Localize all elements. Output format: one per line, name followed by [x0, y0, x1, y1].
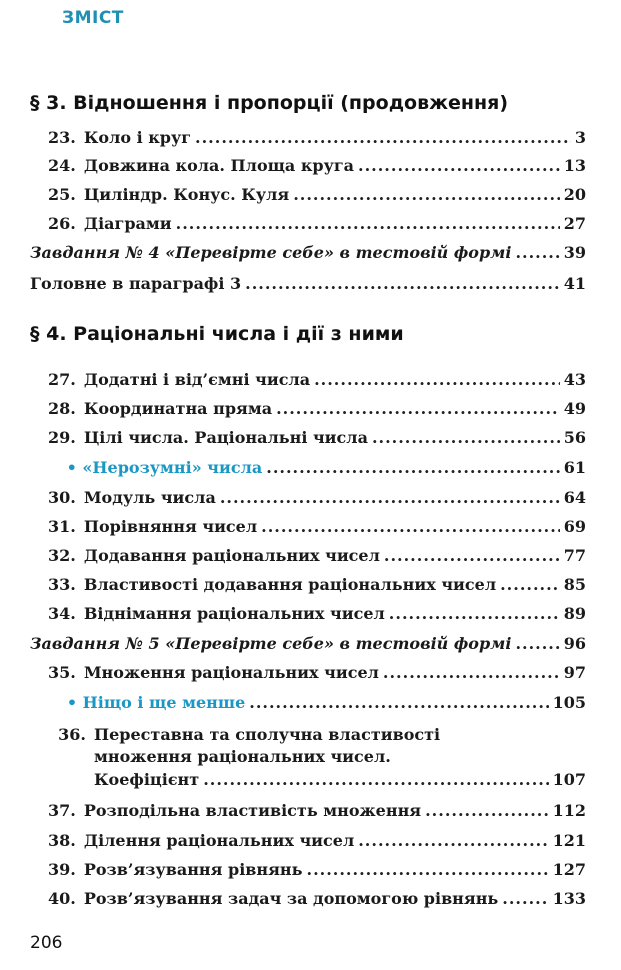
toc-entry-32[interactable] — [48, 544, 586, 568]
toc-entry-40[interactable] — [48, 887, 586, 911]
entry-page: 77 — [563, 546, 586, 565]
entry-title: Координатна пряма — [83, 399, 273, 418]
entry-number: 39. — [48, 860, 76, 879]
entry-page: 49 — [563, 399, 586, 418]
entry-page: 127 — [552, 860, 586, 879]
toc-entry-33[interactable] — [48, 573, 586, 597]
dot-leader — [358, 829, 548, 853]
toc-task-5[interactable] — [30, 632, 586, 656]
dot-leader — [220, 486, 560, 510]
entry-page: 107 — [552, 770, 586, 789]
section-4-title: § 4. Раціональні числа і дії з ними — [30, 323, 404, 345]
dot-leader — [203, 768, 548, 792]
entry-title: Модуль числа — [83, 488, 216, 507]
dot-leader — [314, 368, 560, 392]
toc-entry-35[interactable] — [48, 661, 586, 685]
dot-leader — [383, 661, 560, 685]
entry-page: 41 — [563, 274, 586, 293]
entry-number: 25. — [48, 185, 76, 204]
dot-leader — [276, 397, 560, 421]
entry-title-line-2: множення раціональних чисел. — [94, 747, 391, 766]
entry-page: 105 — [552, 693, 586, 712]
entry-number: 32. — [48, 546, 76, 565]
toc-summary-3[interactable] — [30, 272, 586, 296]
entry-title: Розв’язування задач за допомогою рівнянь — [83, 889, 499, 908]
entry-page: 56 — [563, 428, 586, 447]
entry-number: 30. — [48, 488, 76, 507]
page-number: 206 — [30, 933, 63, 953]
dot-leader — [358, 154, 560, 178]
entry-page: 89 — [563, 604, 586, 623]
entry-page: 13 — [563, 156, 586, 175]
entry-page: 61 — [563, 458, 586, 477]
entry-title: Циліндр. Конус. Куля — [83, 185, 290, 204]
entry-title: • Ніщо і ще менше — [66, 693, 246, 712]
entry-number: 28. — [48, 399, 76, 418]
entry-number: 34. — [48, 604, 76, 623]
toc-entry-nothing-less[interactable] — [48, 691, 586, 715]
toc-entry-28[interactable] — [48, 397, 586, 421]
toc-entry-36-last-line[interactable] — [94, 768, 586, 792]
toc-entry-irrational[interactable] — [48, 456, 586, 480]
dot-leader — [502, 887, 548, 911]
entry-page: 97 — [563, 663, 586, 682]
dot-leader — [372, 426, 560, 450]
toc-task-4[interactable] — [30, 241, 586, 265]
entry-page: 43 — [563, 370, 586, 389]
entry-number: 24. — [48, 156, 76, 175]
entry-page: 69 — [563, 517, 586, 536]
toc-entry-39[interactable] — [48, 858, 586, 882]
dot-leader — [389, 602, 560, 626]
entry-number: 37. — [48, 801, 76, 820]
entry-number: 27. — [48, 370, 76, 389]
toc-entry-34[interactable] — [48, 602, 586, 626]
dot-leader — [515, 632, 559, 656]
entry-title: Віднімання раціональних чисел — [83, 604, 385, 623]
entry-number: 38. — [48, 831, 76, 850]
dot-leader — [245, 272, 560, 296]
entry-page: 3 — [574, 128, 586, 147]
entry-page: 64 — [563, 488, 586, 507]
dot-leader — [293, 183, 560, 207]
dot-leader — [176, 212, 560, 236]
toc-entry-25[interactable] — [48, 183, 586, 207]
entry-number: 33. — [48, 575, 76, 594]
entry-title-line-3: Коефіцієнт — [94, 770, 200, 789]
toc-entry-26[interactable] — [48, 212, 586, 236]
toc-entry-29[interactable] — [48, 426, 586, 450]
toc-entry-31[interactable] — [48, 515, 586, 539]
dot-leader — [425, 799, 548, 823]
toc-entry-38[interactable] — [48, 829, 586, 853]
entry-title: Цілі числа. Раціональні числа — [83, 428, 368, 447]
entry-title: Довжина кола. Площа круга — [83, 156, 355, 175]
toc-entry-24[interactable] — [48, 154, 586, 178]
dot-leader — [515, 241, 559, 265]
entry-title: Завдання № 4 «Перевірте себе» в тестовій формі — [30, 243, 512, 262]
entry-page: 121 — [552, 831, 586, 850]
entry-number: 23. — [48, 128, 76, 147]
entry-number: 35. — [48, 663, 76, 682]
toc-entry-23[interactable] — [48, 126, 586, 150]
section-3-title: § 3. Відношення і пропорції (продовження) — [30, 92, 509, 114]
entry-title: • «Нерозумні» числа — [66, 458, 263, 477]
entry-title: Властивості додавання раціональних чисел — [83, 575, 497, 594]
entry-title: Ділення раціональних чисел — [83, 831, 355, 850]
entry-title: Множення раціональних чисел — [83, 663, 379, 682]
dot-leader — [249, 691, 548, 715]
entry-page: 39 — [563, 243, 586, 262]
entry-number: 31. — [48, 517, 76, 536]
entry-title: Додавання раціональних чисел — [83, 546, 380, 565]
entry-title: Коло і круг — [83, 128, 192, 147]
entry-title: Діаграми — [83, 214, 172, 233]
toc-entry-37[interactable] — [48, 799, 586, 823]
entry-title: Додатні і від’ємні числа — [83, 370, 311, 389]
entry-page: 27 — [563, 214, 586, 233]
entry-title: Завдання № 5 «Перевірте себе» в тестовій формі — [30, 634, 512, 653]
entry-title: Розподільна властивість множення — [83, 801, 422, 820]
entry-number: 29. — [48, 428, 76, 447]
dot-leader — [307, 858, 549, 882]
toc-entry-27[interactable] — [48, 368, 586, 392]
dot-leader — [384, 544, 560, 568]
entry-page: 85 — [563, 575, 586, 594]
entry-page: 133 — [552, 889, 586, 908]
dot-leader — [266, 456, 559, 480]
dot-leader — [500, 573, 560, 597]
entry-title: Порівняння чисел — [83, 517, 258, 536]
entry-title-line-1: Переставна та сполучна властивості — [94, 725, 441, 744]
dot-leader — [261, 515, 560, 539]
entry-number: 26. — [48, 214, 76, 233]
toc-entry-30[interactable] — [48, 486, 586, 510]
contents-heading: ЗМІСТ — [62, 8, 124, 28]
entry-page: 96 — [563, 634, 586, 653]
entry-page: 112 — [552, 801, 586, 820]
entry-number: 40. — [48, 889, 76, 908]
entry-title: Головне в параграфі 3 — [30, 274, 242, 293]
entry-number: 36. — [58, 725, 86, 744]
entry-page: 20 — [563, 185, 586, 204]
entry-title: Розв’язування рівнянь — [83, 860, 303, 879]
dot-leader — [195, 126, 571, 150]
